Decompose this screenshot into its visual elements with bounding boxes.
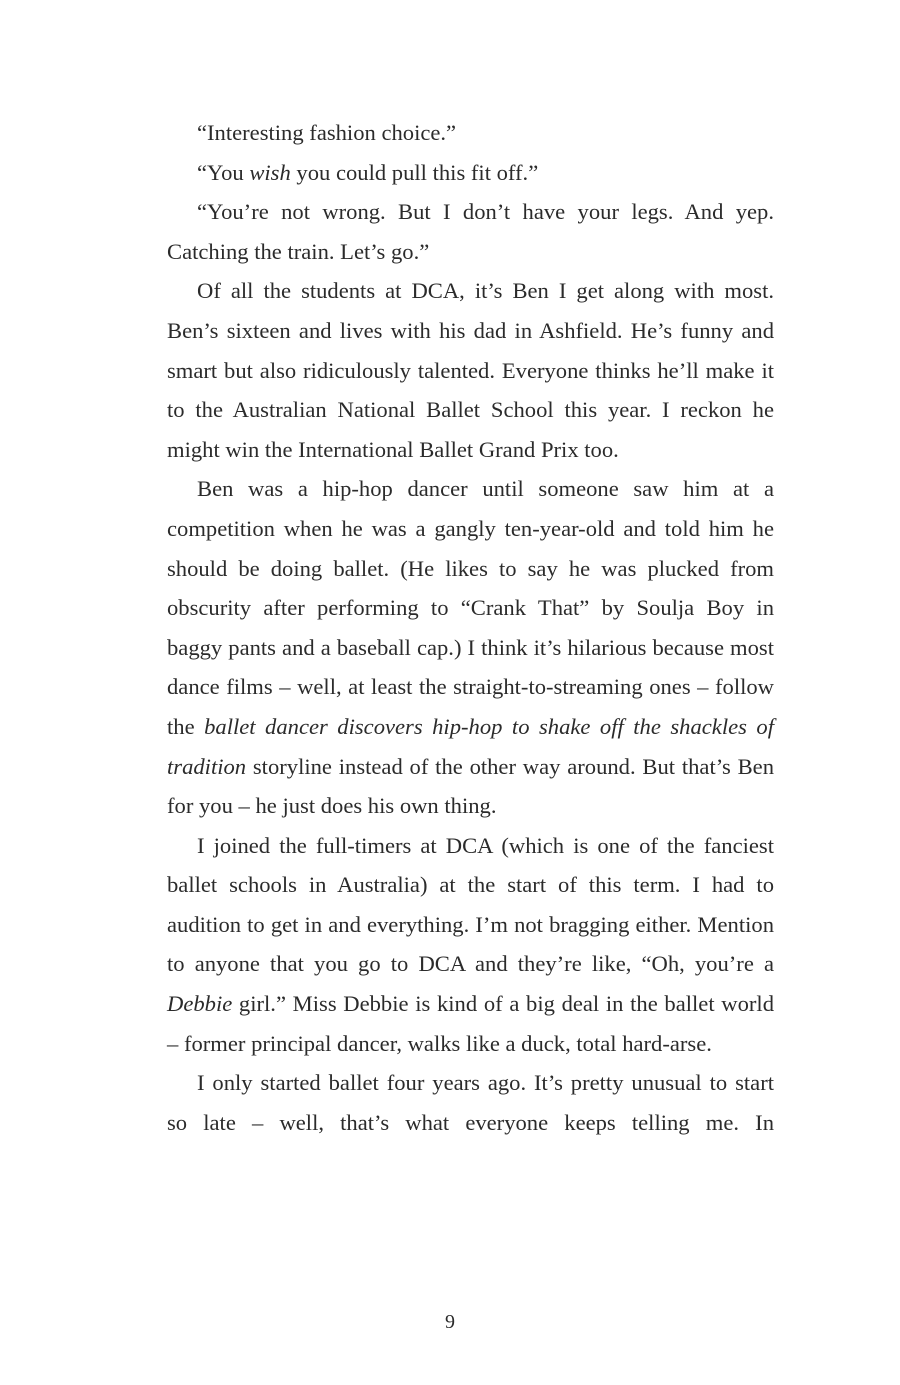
- text-run: girl.” Miss Debbie is kind of a big deal in the ballet world – former principal dancer, walks like a duck, total hard-arse.: [167, 991, 774, 1056]
- text-run: I only started ballet four years ago. It’s pretty unusual to start so late – well, that’s what everyone keeps telling me. In: [167, 1070, 774, 1135]
- paragraph: [167, 192, 774, 271]
- paragraph: [167, 469, 774, 825]
- paragraph: [167, 153, 774, 193]
- page-number: 9: [445, 1311, 455, 1333]
- text-run: Of all the students at DCA, it’s Ben I get along with most. Ben’s sixteen and lives with his dad in Ashfield. He’s funny and smart but also ridiculously talented. Everyone thinks he’ll make it to the Australian National Ballet School this year. I reckon he might win the International Ballet Grand Prix too.: [167, 278, 774, 462]
- text-run: “Interesting fashion choice.”: [197, 120, 457, 145]
- italic-text: wish: [249, 159, 291, 185]
- text-run: storyline instead of the other way around. But that’s Ben for you – he just does his own thing.: [167, 753, 774, 819]
- text-run: “You’re not wrong. But I don’t have your legs. And yep. Catching the train. Let’s go.”: [167, 199, 774, 264]
- text-run: you could pull this fit off.”: [290, 159, 539, 185]
- text-run: “You: [197, 159, 250, 185]
- text-run: I joined the full-timers at DCA (which is one of the fanciest ballet schools in Australia) at the start of this term. I had to audition to get in and everything. I’m not bragging either. Mention to anyone that you go to DCA and they’re like, “Oh, you’re a: [167, 832, 774, 977]
- paragraph: [167, 271, 774, 469]
- paragraph: [167, 113, 774, 153]
- italic-text: ballet dancer discovers hip-hop to shake off the shackles of tradition: [167, 713, 774, 779]
- text-run: Ben was a hip-hop dancer until someone saw him at a competition when he was a gangly ten-year-old and told him he should be doing ballet. (He likes to say he was plucked from obscurity after performing to “Crank That” by Soulja Boy in baggy pants and a baseball cap.) I think it’s hilarious because most dance films – well, at least the straight-to-streaming ones – follow the: [167, 476, 774, 739]
- paragraph: [167, 826, 774, 1064]
- paragraph: [167, 1063, 774, 1142]
- body-text: [167, 113, 774, 1142]
- italic-text: Debbie: [167, 991, 233, 1017]
